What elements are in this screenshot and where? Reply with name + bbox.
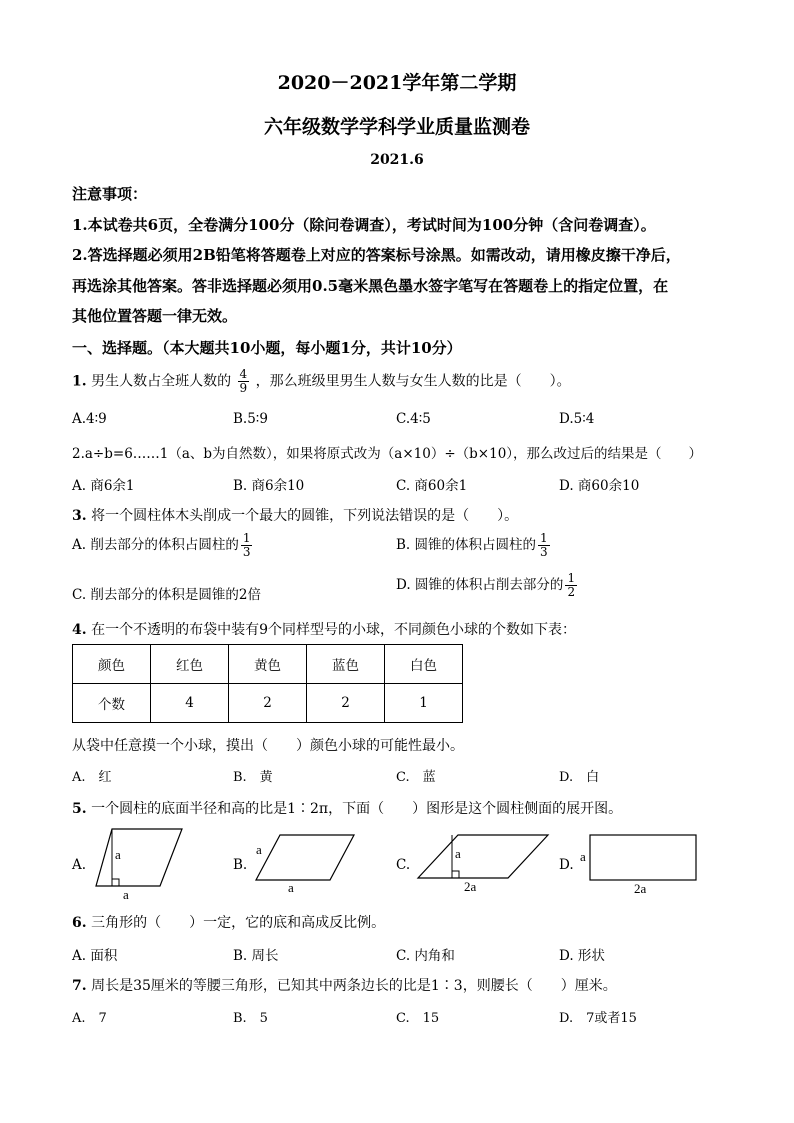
base-label: a xyxy=(288,880,294,894)
question-number: 7. xyxy=(72,978,87,994)
question-4-follow: 从袋中任意摸一个小球，摸出（ ）颜色小球的可能性最小。 xyxy=(72,738,464,754)
question-2: 2.a÷b=6……1（a、b为自然数），如果将原式改为（a×10）÷（b×10），那么改过后的结果是（ ） xyxy=(72,446,703,462)
table-row xyxy=(73,684,463,723)
notice-item-2-line2: 再选涂其他答案。答非选择题必须用0.5毫米黑色墨水签字笔写在答题卷上的指定位置，在 xyxy=(72,277,669,295)
right-angle-mark xyxy=(452,871,459,878)
q2-option-d[interactable]: D. 商60余10 xyxy=(559,478,640,494)
height-label: a xyxy=(455,846,461,861)
height-label: a xyxy=(115,847,121,862)
q3-option-a[interactable] xyxy=(72,532,254,559)
table-cell: 白色 xyxy=(385,645,463,684)
option-text: A. 削去部分的体积占圆柱的 xyxy=(72,537,239,553)
fraction-denominator: 3 xyxy=(540,545,548,559)
q6-option-a[interactable]: A. 面积 xyxy=(72,948,118,964)
question-text: 将一个圆柱体木头削成一个最大的圆锥，下列说法错误的是（ ）。 xyxy=(91,508,519,524)
question-number: 3. xyxy=(72,508,87,524)
table-cell: 1 xyxy=(385,684,463,723)
q4-option-d[interactable]: D. 白 xyxy=(559,770,600,785)
q4-option-a[interactable]: A. 红 xyxy=(72,770,112,785)
option-text: B. 圆锥的体积占圆柱的 xyxy=(396,537,537,553)
q1-option-c[interactable]: C.4∶5 xyxy=(396,411,431,427)
figure-c-parallelogram xyxy=(412,832,552,894)
table-cell: 颜色 xyxy=(73,645,151,684)
ball-color-table xyxy=(72,644,463,723)
q1-option-a[interactable]: A.4∶9 xyxy=(72,411,107,427)
table-row xyxy=(73,645,463,684)
question-text: 男生人数占全班人数的 xyxy=(91,373,232,390)
question-number: 6. xyxy=(72,915,87,931)
table-cell: 个数 xyxy=(73,684,151,723)
fraction xyxy=(238,368,250,395)
notice-item-1: 1.本试卷共6页，全卷满分100分（除问卷调查），考试时间为100分钟（含问卷调查）。 xyxy=(72,216,656,234)
q7-option-b[interactable]: B. 5 xyxy=(233,1011,268,1026)
fraction xyxy=(538,532,550,559)
q5-option-a[interactable]: A. xyxy=(72,857,87,873)
fraction-numerator: 1 xyxy=(540,531,548,545)
fraction-denominator: 3 xyxy=(242,545,251,559)
q7-option-a[interactable]: A. 7 xyxy=(72,1011,107,1026)
q5-option-d[interactable]: D. xyxy=(559,857,574,873)
question-text: 周长是35厘米的等腰三角形，已知其中两条边长的比是1∶3，则腰长（ ）厘米。 xyxy=(91,978,617,994)
question-text: 在一个不透明的布袋中装有9个同样型号的小球，不同颜色小球的个数如下表： xyxy=(91,622,576,638)
base-label: 2a xyxy=(634,881,647,896)
fraction xyxy=(565,572,577,599)
table-cell: 4 xyxy=(151,684,229,723)
base-label: 2a xyxy=(464,879,477,894)
figure-a-parallelogram xyxy=(88,826,198,900)
section-1-title: 一、选择题。（本大题共10小题，每小题1分，共计10分） xyxy=(72,339,462,357)
option-text: D. 圆锥的体积占削去部分的 xyxy=(396,577,564,593)
figure-d-rectangle xyxy=(576,832,700,896)
fraction-numerator: 4 xyxy=(239,367,248,381)
q7-option-d[interactable]: D. 7或者15 xyxy=(559,1011,637,1026)
fraction-denominator: 9 xyxy=(239,381,248,395)
question-3 xyxy=(72,505,518,525)
parallelogram-shape xyxy=(418,835,548,878)
fraction xyxy=(241,532,253,559)
q2-option-c[interactable]: C. 商60余1 xyxy=(396,478,468,494)
q5-option-b[interactable]: B. xyxy=(233,857,248,873)
parallelogram-shape xyxy=(256,835,354,880)
q4-option-b[interactable]: B. 黄 xyxy=(233,770,273,785)
exam-title-line1: 2020－2021学年第二学期 xyxy=(277,72,517,94)
q6-option-c[interactable]: C. 内角和 xyxy=(396,948,455,964)
q2-option-b[interactable]: B. 商6余10 xyxy=(233,478,305,494)
table-cell: 2 xyxy=(307,684,385,723)
q6-option-b[interactable]: B. 周长 xyxy=(233,948,279,964)
q5-option-c[interactable]: C. xyxy=(396,857,411,873)
question-number: 4. xyxy=(72,622,87,638)
q1-option-b[interactable]: B.5∶9 xyxy=(233,411,268,427)
question-text: 三角形的（ ）一定，它的底和高成反比例。 xyxy=(91,915,386,931)
exam-title-line2: 六年级数学学科学业质量监测卷 xyxy=(263,116,530,138)
q2-option-a[interactable]: A. 商6余1 xyxy=(72,478,135,494)
exam-date: 2021.6 xyxy=(370,152,424,168)
height-label: a xyxy=(580,849,586,864)
fraction-numerator: 1 xyxy=(567,571,576,585)
q6-option-d[interactable]: D. 形状 xyxy=(559,948,605,964)
question-text: 一个圆柱的底面半径和高的比是1∶2π，下面（ ）图形是这个圆柱侧面的展开图。 xyxy=(91,801,623,817)
question-1 xyxy=(72,368,571,395)
question-number: 1. xyxy=(72,373,87,390)
question-4 xyxy=(72,619,576,639)
question-7 xyxy=(72,975,617,995)
q1-option-d[interactable]: D.5∶4 xyxy=(559,411,595,427)
table-cell: 红色 xyxy=(151,645,229,684)
rectangle-shape xyxy=(590,835,696,880)
figure-b-parallelogram xyxy=(250,832,360,894)
table-cell: 2 xyxy=(229,684,307,723)
q3-option-d[interactable] xyxy=(396,572,579,599)
question-number: 5. xyxy=(72,801,87,817)
q7-option-c[interactable]: C. 15 xyxy=(396,1011,440,1026)
question-text-cont: ，那么班级里男生人数与女生人数的比是（ ）。 xyxy=(255,373,571,390)
q3-option-b[interactable] xyxy=(396,532,552,559)
question-6 xyxy=(72,912,385,932)
table-cell: 蓝色 xyxy=(307,645,385,684)
fraction-denominator: 2 xyxy=(567,585,576,599)
parallelogram-shape xyxy=(96,829,182,886)
question-5 xyxy=(72,798,622,818)
table-cell: 黄色 xyxy=(229,645,307,684)
q3-option-c[interactable]: C. 削去部分的体积是圆锥的2倍 xyxy=(72,587,262,603)
right-angle-mark xyxy=(112,879,119,886)
side-label: a xyxy=(256,842,262,857)
notice-heading: 注意事项： xyxy=(72,185,148,203)
q4-option-c[interactable]: C. 蓝 xyxy=(396,770,436,785)
notice-item-2-line1: 2.答选择题必须用2B铅笔将答题卷上对应的答案标号涂黑。如需改动，请用橡皮擦干净后， xyxy=(72,246,681,264)
base-label: a xyxy=(123,887,129,900)
notice-item-2-line3: 其他位置答题一律无效。 xyxy=(72,307,238,325)
fraction-numerator: 1 xyxy=(242,531,251,545)
